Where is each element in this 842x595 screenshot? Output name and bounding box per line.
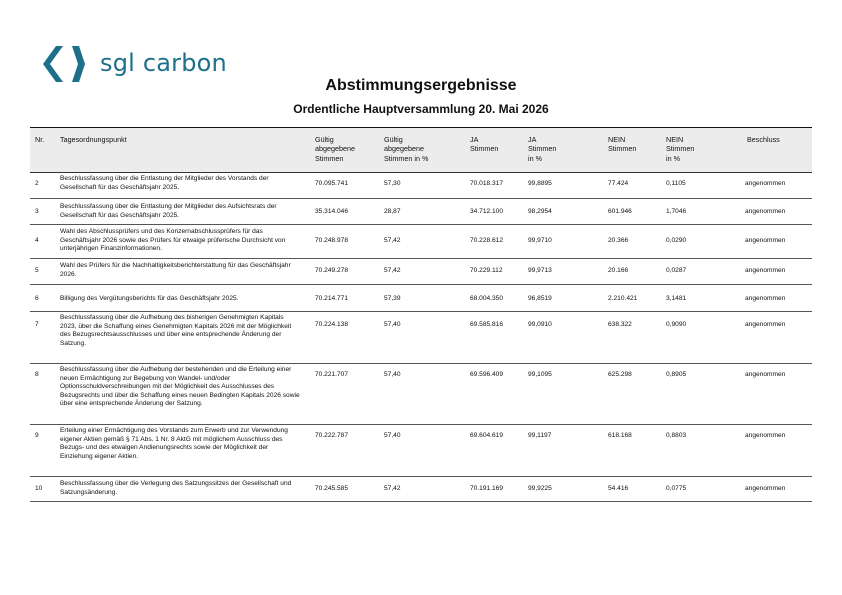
- row-resolution: angenommen: [745, 180, 786, 187]
- row-resolution: angenommen: [745, 432, 786, 439]
- row-valid-votes: 70.245.585: [315, 485, 349, 492]
- row-no-votes: 618.168: [608, 432, 632, 439]
- row-no-votes-percent: 0,0775: [666, 485, 687, 492]
- row-nr: 2: [35, 180, 39, 187]
- table-row: [30, 199, 812, 225]
- brand-name: sgl carbon: [100, 49, 227, 77]
- row-no-votes: 20.366: [608, 237, 629, 244]
- document-subtitle: Ordentliche Hauptversammlung 20. Mai 2026: [293, 102, 549, 116]
- row-nr: 10: [35, 485, 43, 492]
- header-yes-votes-percent: JA Stimmen in %: [528, 135, 557, 163]
- row-no-votes: 638.322: [608, 321, 632, 328]
- row-no-votes-percent: 0,0287: [666, 267, 687, 274]
- row-yes-votes: 70.018.317: [470, 180, 504, 187]
- row-valid-votes-percent: 57,40: [384, 432, 401, 439]
- row-no-votes: 54.416: [608, 485, 629, 492]
- row-no-votes: 20.166: [608, 267, 629, 274]
- row-no-votes-percent: 1,7046: [666, 208, 687, 215]
- row-no-votes-percent: 0,8905: [666, 371, 687, 378]
- row-no-votes: 601.946: [608, 208, 632, 215]
- row-valid-votes: 70.214.771: [315, 295, 349, 302]
- header-valid-votes: Gültig abgegebene Stimmen: [315, 135, 355, 163]
- row-yes-votes-percent: 99,9710: [528, 237, 552, 244]
- row-valid-votes: 70.221.707: [315, 371, 349, 378]
- row-nr: 6: [35, 295, 39, 302]
- row-resolution: angenommen: [745, 485, 786, 492]
- row-valid-votes: 70.222.787: [315, 432, 349, 439]
- row-yes-votes-percent: 98,2954: [528, 208, 552, 215]
- row-yes-votes-percent: 99,1095: [528, 371, 552, 378]
- row-agenda-text: Beschlussfassung über die Entlastung der Mitglieder des Aufsichtsrats der Gesellschaft für das Geschäftsjahr 2025.: [60, 203, 277, 219]
- table-row: [30, 477, 812, 502]
- row-agenda-text: Beschlussfassung über die Verlegung des Satzungssitzes der Gesellschaft und Satzungsänderung.: [60, 480, 292, 496]
- header-no-votes: NEIN Stimmen: [608, 135, 637, 154]
- row-nr: 3: [35, 208, 39, 215]
- header-no-votes-percent: NEIN Stimmen in %: [666, 135, 695, 163]
- row-valid-votes-percent: 57,42: [384, 237, 401, 244]
- row-valid-votes: 70.224.138: [315, 321, 349, 328]
- row-valid-votes-percent: 57,40: [384, 321, 401, 328]
- row-agenda-text: Wahl des Abschlussprüfers und des Konzernabschlussprüfers für das Geschäftsjahr 2026 sowie des Prüfers für etwaige prüferische Durchsicht von unterjährigen Finanzinformationen.: [60, 228, 286, 252]
- row-no-votes-percent: 3,1481: [666, 295, 687, 302]
- table-row: [30, 225, 812, 259]
- header-resolution: Beschluss: [747, 135, 780, 144]
- row-agenda-text: Erteilung einer Ermächtigung des Vorstands zum Erwerb und zur Verwendung eigener Aktien gemäß § 71 Abs. 1 Nr. 8 AktG mit möglichem Ausschluss des Bezugs- und des etwaigen Andienungsrechts sowie der Möglichkeit der Einziehung eigener Aktien.: [60, 427, 288, 460]
- row-no-votes-percent: 0,1105: [666, 180, 686, 187]
- header-nr: Nr.: [35, 135, 45, 144]
- row-yes-votes-percent: 96,8519: [528, 295, 552, 302]
- row-resolution: angenommen: [745, 237, 786, 244]
- row-yes-votes: 70.228.612: [470, 237, 504, 244]
- row-valid-votes-percent: 57,40: [384, 371, 401, 378]
- row-yes-votes: 69.604.619: [470, 432, 504, 439]
- row-no-votes-percent: 0,9090: [666, 321, 687, 328]
- table-row: [30, 312, 812, 364]
- row-valid-votes: 70.249.278: [315, 267, 349, 274]
- row-valid-votes: 70.095.741: [315, 180, 349, 187]
- table-row: [30, 173, 812, 199]
- row-yes-votes-percent: 99,8895: [528, 180, 552, 187]
- row-agenda-text: Beschlussfassung über die Aufhebung des bisherigen Genehmigten Kapitals 2023, über die Schaffung eines Genehmigten Kapitals 2026 mit der Möglichkeit des Bezugsrechtsausschlusses und über eine entsprechende Änderung der Satzung.: [60, 314, 292, 347]
- row-agenda-text: Beschlussfassung über die Aufhebung der bestehenden und die Erteilung einer neuen Ermächtigung zur Begebung von Wandel- und/oder Optionsschuldverschreibungen mit der Möglichkeit des Ausschlusses des Bezugsrechts und über die Schaffung eines neuen Bedingten Kapitals 2026 sowie über eine entsprechende Änderung der Satzung.: [60, 366, 300, 407]
- row-valid-votes-percent: 57,39: [384, 295, 401, 302]
- row-yes-votes: 34.712.100: [470, 208, 504, 215]
- table-row: [30, 285, 812, 312]
- row-yes-votes-percent: 99,1197: [528, 432, 552, 439]
- document-title: Abstimmungsergebnisse: [325, 77, 517, 94]
- row-nr: 9: [35, 432, 39, 439]
- row-yes-votes-percent: 99,0910: [528, 321, 552, 328]
- row-resolution: angenommen: [745, 371, 786, 378]
- row-yes-votes-percent: 99,9225: [528, 485, 552, 492]
- row-nr: 8: [35, 371, 39, 378]
- row-agenda-text: Wahl des Prüfers für die Nachhaltigkeitsberichterstattung für das Geschäftsjahr 2026.: [60, 262, 291, 278]
- row-agenda-text: Billigung des Vergütungsberichts für das Geschäftsjahr 2025.: [60, 295, 239, 302]
- table-header: [30, 128, 812, 173]
- table-row: [30, 425, 812, 477]
- row-yes-votes: 68.004.350: [470, 295, 504, 302]
- header-yes-votes: JA Stimmen: [470, 135, 499, 154]
- row-valid-votes-percent: 57,42: [384, 485, 401, 492]
- row-resolution: angenommen: [745, 267, 786, 274]
- row-nr: 5: [35, 267, 39, 274]
- row-valid-votes: 35.314.046: [315, 208, 349, 215]
- row-valid-votes-percent: 57,30: [384, 180, 401, 187]
- row-yes-votes: 70.229.112: [470, 267, 503, 274]
- row-resolution: angenommen: [745, 208, 786, 215]
- row-valid-votes: 70.248.978: [315, 237, 349, 244]
- results-table: [30, 127, 812, 502]
- row-no-votes: 77.424: [608, 180, 629, 187]
- row-valid-votes-percent: 28,87: [384, 208, 401, 215]
- row-yes-votes-percent: 99,9713: [528, 267, 552, 274]
- row-no-votes-percent: 0,0290: [666, 237, 687, 244]
- row-agenda-text: Beschlussfassung über die Entlastung der Mitglieder des Vorstands der Gesellschaft für das Geschäftsjahr 2025.: [60, 175, 269, 191]
- row-yes-votes: 69.585.816: [470, 321, 504, 328]
- table-row: [30, 364, 812, 425]
- row-resolution: angenommen: [745, 295, 786, 302]
- row-no-votes: 2.210.421: [608, 295, 638, 302]
- row-yes-votes: 70.191.169: [470, 485, 504, 492]
- header-agenda-item: Tagesordnungspunkt: [60, 135, 127, 144]
- row-no-votes-percent: 0,8803: [666, 432, 687, 439]
- header-valid-votes-percent: Gültig abgegebene Stimmen in %: [384, 135, 429, 163]
- row-nr: 7: [35, 321, 39, 328]
- row-valid-votes-percent: 57,42: [384, 267, 401, 274]
- row-yes-votes: 69.596.409: [470, 371, 504, 378]
- table-row: [30, 259, 812, 285]
- row-resolution: angenommen: [745, 321, 786, 328]
- row-no-votes: 625.298: [608, 371, 632, 378]
- row-nr: 4: [35, 237, 39, 244]
